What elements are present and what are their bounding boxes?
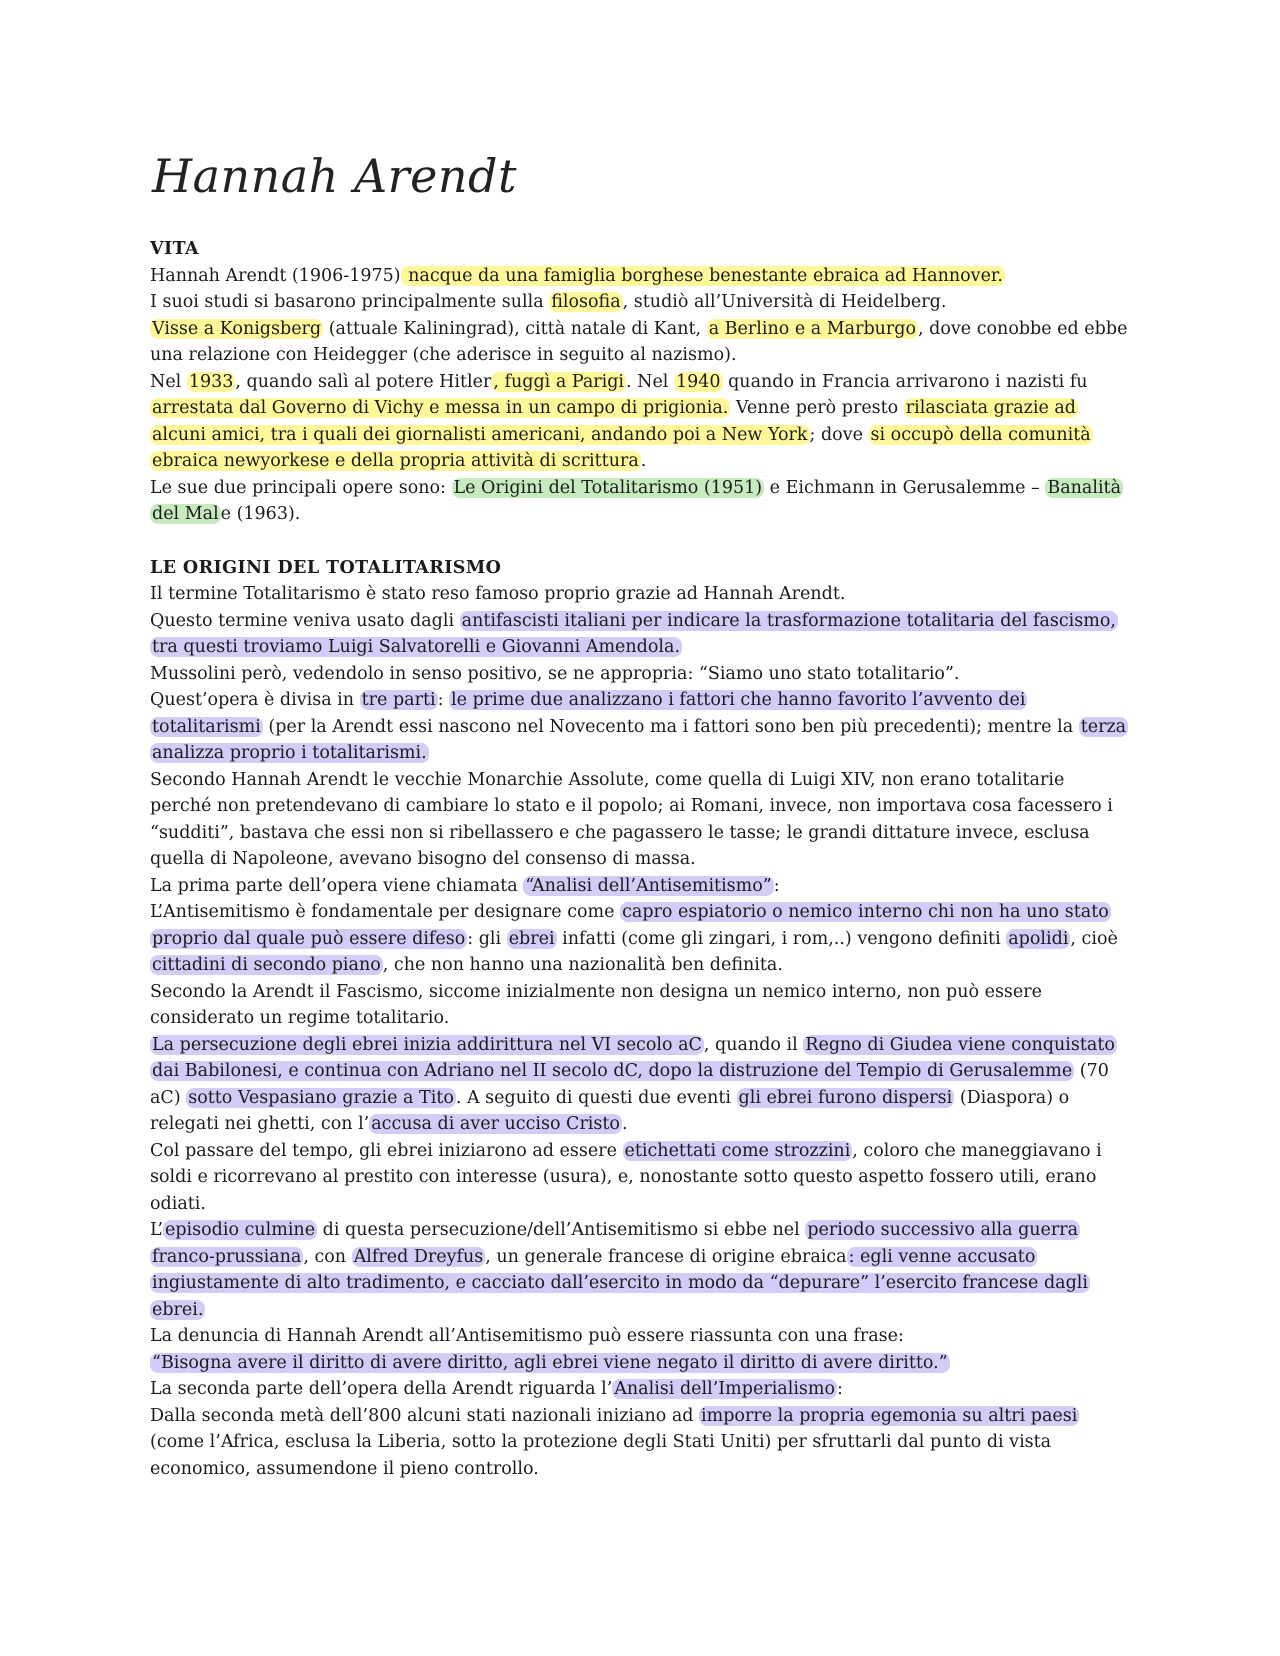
highlighted-text: a Berlino e a Marburgo xyxy=(708,318,917,339)
section-body xyxy=(150,263,1130,528)
text-run: infatti (come gli zingari, i rom,..) vengono definiti xyxy=(556,928,1007,949)
text-run: Col passare del tempo, gli ebrei iniziarono ad essere xyxy=(150,1140,623,1161)
text-run: (Diaspora) o relegati nei ghetti, con l’ xyxy=(150,1087,1070,1134)
text-run: di questa persecuzione/dell’Antisemitismo si ebbe nel xyxy=(317,1220,806,1240)
highlighted-text: terza analizza proprio i totalitarismi. xyxy=(152,716,1127,763)
highlighted-text: accusa di aver ucciso Cristo xyxy=(371,1114,620,1134)
highlighted-text: 1940 xyxy=(675,371,721,392)
text-run: L’Antisemitismo è fondamentale per designare come xyxy=(150,902,621,922)
paragraph xyxy=(150,475,1130,528)
section-body xyxy=(150,581,1130,1482)
text-run: Secondo Hannah Arendt le vecchie Monarchie Assolute, come quella di Luigi XIV, non erano totalitarie perché non pretendevano di cambiare lo stato e il popolo; ai Romani, invece, non importava cosa facessero i “sudditi”, bastava che essi non si ribellassero e che pagassero le tasse; le grandi dittature invece, esclusa quella di Napoleone, avevano bisogno del consenso di massa. xyxy=(150,769,1113,869)
text-run: Venne però presto xyxy=(730,398,904,418)
text-run: : xyxy=(437,690,450,710)
text-run: (come l’Africa, esclusa la Liberia, sotto la protezione degli Stati Uniti) per sfruttarli dal punto di vista economico, assumendone il pieno controllo. xyxy=(150,1432,1052,1479)
text-run: Questo termine veniva usato dagli xyxy=(150,610,460,631)
highlighted-text: ebrei xyxy=(508,928,555,949)
paragraph xyxy=(150,1350,1130,1377)
highlighted-text: Alfred Dreyfus xyxy=(353,1246,484,1267)
highlighted-text: Le Origini del Totalitarismo (1951) xyxy=(453,477,763,498)
text-run: e Eichmann in Gerusalemme – xyxy=(764,477,1046,498)
highlighted-text: antifascisti italiani per indicare la trasformazione totalitaria del fascismo, tra questi troviamo Luigi Salvatorelli e Giovanni Amendola. xyxy=(152,610,1116,657)
paragraph xyxy=(150,581,1130,608)
text-run: (attuale Kaliningrad), città natale di Kant, xyxy=(323,318,707,339)
section-heading: LE ORIGINI DEL TOTALITARISMO xyxy=(150,557,502,578)
highlighted-text: nacque da una famiglia borghese benestante ebraica ad Hannover. xyxy=(402,265,1003,286)
text-run: Hannah Arendt (1906-1975) xyxy=(150,265,401,286)
text-run: , studiò all’Università di Heidelberg. xyxy=(622,292,947,312)
section-vita xyxy=(150,236,1130,528)
paragraph xyxy=(150,1217,1130,1323)
text-run: : xyxy=(773,875,780,896)
paragraph xyxy=(150,369,1130,475)
highlighted-text: Analisi dell’Imperialismo xyxy=(614,1379,836,1399)
paragraph xyxy=(150,767,1130,873)
paragraph xyxy=(150,316,1130,369)
text-run: : xyxy=(837,1379,843,1399)
document-title: Hannah Arendt xyxy=(152,149,517,203)
text-run: , un generale francese di origine ebraica xyxy=(485,1246,847,1267)
highlighted-text: imporre la propria egemonia su altri paesi xyxy=(701,1405,1078,1426)
highlighted-text: filosofia xyxy=(551,292,621,312)
highlighted-text: , fuggì a Parigi xyxy=(493,371,625,392)
highlighted-text: Visse a Konigsberg xyxy=(152,318,322,339)
text-run: Dalla seconda metà dell’800 alcuni stati nazionali iniziano ad xyxy=(150,1405,700,1426)
paragraph xyxy=(150,608,1130,661)
paragraph xyxy=(150,687,1130,767)
paragraph xyxy=(150,661,1130,688)
text-run: (per la Arendt essi nascono nel Novecento ma i fattori sono ben più precedenti); mentre la xyxy=(262,716,1079,737)
text-run: . xyxy=(621,1114,628,1134)
text-run: La prima parte dell’opera viene chiamata xyxy=(150,875,524,896)
highlighted-text: sotto Vespasiano grazie a Tito xyxy=(188,1087,454,1108)
highlighted-text: : egli venne accusato ingiustamente di alto tradimento, e cacciato dall’esercito in modo da “depurare” l’esercito francese dagli ebrei. xyxy=(152,1246,1088,1320)
text-run: , quando il xyxy=(703,1034,804,1055)
text-run: , coloro che maneggiavano i soldi e ricorrevano al prestito con interesse (usura), e, nonostante sotto questo aspetto fossero utili, erano odiati. xyxy=(150,1140,1102,1214)
paragraph xyxy=(150,1138,1130,1218)
text-run: Le sue due principali opere sono: xyxy=(150,477,452,498)
text-run: , con xyxy=(303,1246,352,1267)
paragraph xyxy=(150,1376,1130,1403)
highlighted-text: Banalità del Mal xyxy=(152,477,1122,524)
paragraph xyxy=(150,899,1130,979)
highlighted-text: periodo successivo alla guerra franco-prussiana xyxy=(152,1220,1079,1267)
text-run: Secondo la Arendt il Fascismo, siccome inizialmente non designa un nemico interno, non può essere considerato un regime totalitario. xyxy=(150,981,1042,1028)
text-run: . Nel xyxy=(626,371,674,392)
text-run: . A seguito di questi due eventi xyxy=(455,1087,737,1108)
text-run: , cioè xyxy=(1070,928,1118,949)
text-run: , quando salì al potere Hitler xyxy=(235,371,492,392)
text-run: : gli xyxy=(467,928,507,949)
paragraph xyxy=(150,289,1130,316)
section-heading: VITA xyxy=(150,239,200,259)
paragraph xyxy=(150,873,1130,900)
highlighted-text: si occupò della comunità ebraica newyorkese e della propria attività di scrittura xyxy=(152,424,1091,471)
text-run: La seconda parte dell’opera della Arendt riguarda l’ xyxy=(150,1379,613,1399)
highlighted-text: Regno di Giudea viene conquistato dai Babilonesi, e continua con Adriano nel II secolo dC, dopo la distruzione del Tempio di Gerusalemme xyxy=(152,1034,1115,1081)
highlighted-text: capro espiatorio o nemico interno chi non ha uno stato proprio dal quale può essere difeso xyxy=(152,902,1109,949)
highlighted-text: “Bisogna avere il diritto di avere diritto, agli ebrei viene negato il diritto di avere diritto.” xyxy=(152,1352,948,1373)
text-run: ; dove xyxy=(809,424,869,445)
highlighted-text: 1933 xyxy=(188,371,234,392)
section-origini xyxy=(150,555,1130,1483)
paragraph xyxy=(150,979,1130,1032)
text-run: I suoi studi si basarono principalmente sulla xyxy=(150,292,550,312)
paragraph xyxy=(150,1403,1130,1483)
text-run: e (1963). xyxy=(220,504,301,524)
text-run: . xyxy=(640,451,647,471)
highlighted-text: etichettati come strozzini xyxy=(624,1140,851,1161)
document-page xyxy=(150,140,1130,1482)
section-spacer xyxy=(150,528,1130,555)
text-run: L’ xyxy=(150,1220,163,1240)
text-run: , che non hanno una nazionalità ben definita. xyxy=(382,955,783,975)
paragraph xyxy=(150,1323,1130,1350)
paragraph xyxy=(150,263,1130,290)
text-run: , dove conobbe ed ebbe una relazione con Heidegger (che aderisce in seguito al nazismo). xyxy=(150,318,1128,365)
highlighted-text: apolidi xyxy=(1008,928,1069,949)
highlighted-text: episodio culmine xyxy=(165,1220,316,1240)
highlighted-text: le prime due analizzano i fattori che hanno favorito l’avvento dei totalitarismi xyxy=(152,690,1026,737)
highlighted-text: La persecuzione degli ebrei inizia addirittura nel VI secolo aC xyxy=(152,1034,702,1055)
text-run: quando in Francia arrivarono i nazisti fu xyxy=(722,371,1088,392)
highlighted-text: rilasciata grazie ad alcuni amici, tra i quali dei giornalisti americani, andando poi a New York xyxy=(152,398,1077,445)
text-run: Quest’opera è divisa in xyxy=(150,690,360,710)
text-run: Mussolini però, vedendolo in senso positivo, se ne appropria: “Siamo uno stato totalitario”. xyxy=(150,663,960,684)
text-run: (70 aC) xyxy=(150,1061,1109,1108)
text-run: Il termine Totalitarismo è stato reso famoso proprio grazie ad Hannah Arendt. xyxy=(150,584,846,604)
paragraph xyxy=(150,1032,1130,1138)
highlighted-text: arrestata dal Governo di Vichy e messa in un campo di prigionia. xyxy=(152,398,729,418)
text-run: Nel xyxy=(150,371,187,392)
highlighted-text: “Analisi dell’Antisemitismo” xyxy=(525,875,772,896)
text-run: La denuncia di Hannah Arendt all’Antisemitismo può essere riassunta con una frase: xyxy=(150,1326,904,1346)
highlighted-text: tre parti xyxy=(361,690,436,710)
highlighted-text: cittadini di secondo piano xyxy=(152,955,381,975)
highlighted-text: gli ebrei furono dispersi xyxy=(738,1087,953,1108)
